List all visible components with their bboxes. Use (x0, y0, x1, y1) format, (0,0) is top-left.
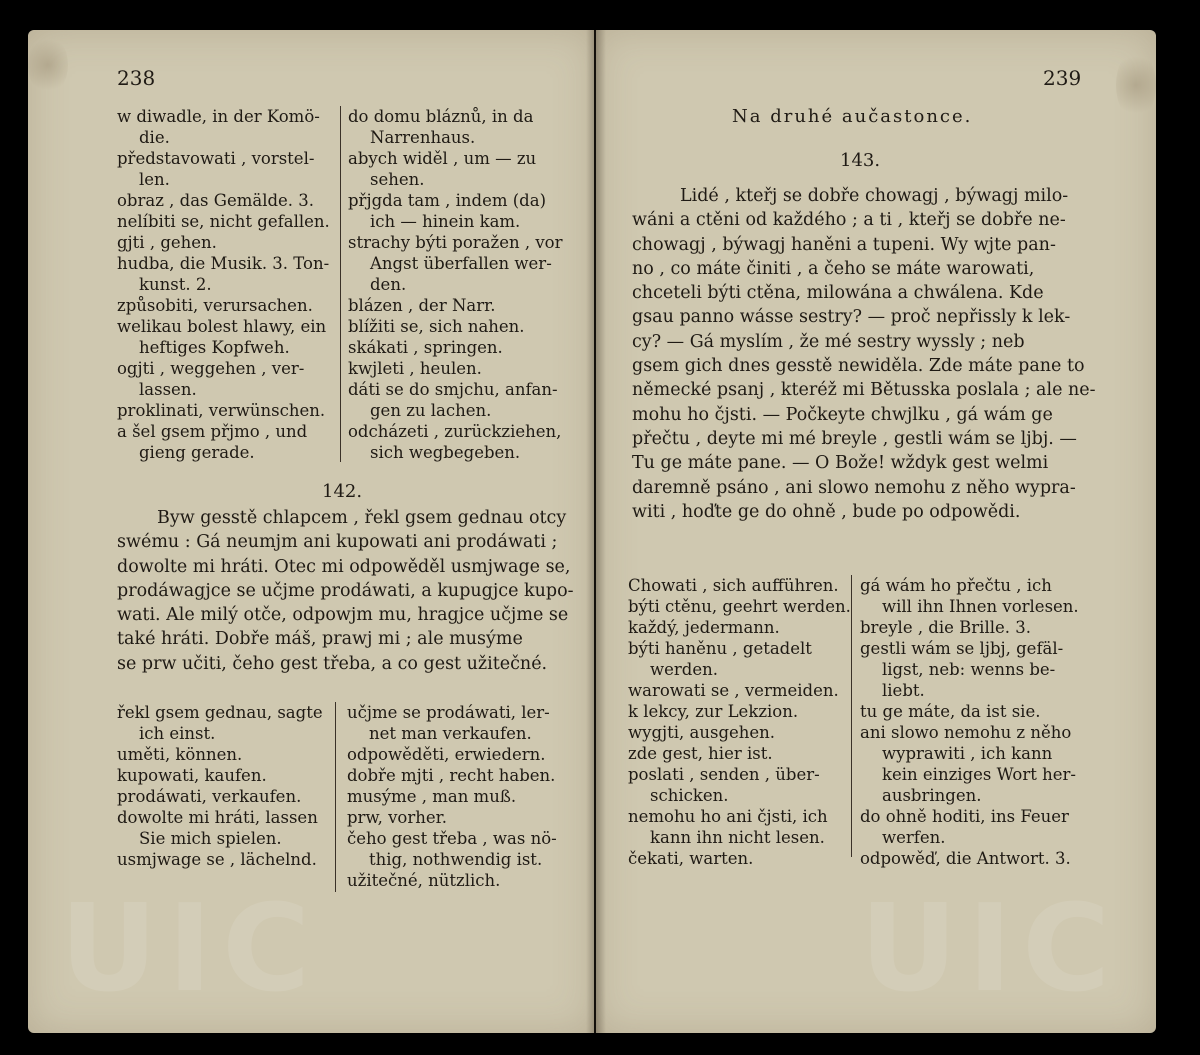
vocab-line: do ohně hoditi, ins Feuer (860, 807, 1069, 826)
book-gutter (586, 30, 606, 1033)
vocab-line: každý, jedermann. (628, 618, 780, 637)
vocab-line: len. (139, 170, 170, 189)
vocab-line: Sie mich spielen. (139, 829, 282, 848)
vocab-column-top-left (117, 106, 337, 463)
vocab-line: wygjti, ausgehen. (628, 723, 776, 742)
vocab-line: wyprawiti , ich kann (882, 744, 1053, 763)
vocab-line: schicken. (650, 786, 729, 805)
vocab-line: den. (370, 275, 407, 294)
vocab-line: čekati, warten. (628, 849, 754, 868)
paragraph-line: wáni a ctěni od každého ; a ti , kteřj se dobře ne- (632, 210, 1066, 231)
vocab-line: werden. (650, 660, 718, 679)
paragraph-line: swému : Gá neumjm ani kupowati ani prodáwati ; (117, 532, 558, 553)
vocab-line: sehen. (370, 170, 425, 189)
vocab-line: proklinati, verwünschen. (117, 401, 326, 420)
paragraph-line: daremně psáno , ani slowo nemohu z něho wypra- (632, 477, 1076, 498)
vocab-line: užitečné, nützlich. (347, 871, 501, 890)
vocab-line: blázen , der Narr. (348, 296, 496, 315)
vocab-line: poslati , senden , über- (628, 765, 820, 784)
vocab-line: býti haněnu , getadelt (628, 639, 812, 658)
vocab-line: warowati se , vermeiden. (628, 681, 839, 700)
page-heading: Na druhé aučastonce. (732, 106, 973, 127)
paragraph-line: německé psanj , kteréž mi Bětusska poslala ; ale ne- (632, 380, 1096, 401)
paragraph-line: přečtu , deyte mi mé breyle , gestli wám se ljbj. — (632, 428, 1077, 449)
vocab-line: strachy býti poražen , vor (348, 233, 563, 252)
paragraph-line: Lidé , kteřj se dobře chowagj , býwagj milo- (680, 186, 1069, 206)
column-divider (851, 575, 852, 857)
paragraph-line: gsem gich dnes gesstě newiděla. Zde máte pane to (632, 356, 1085, 377)
paragraph-line: chceteli býti ctěna, milowána a chwálena. Kde (632, 283, 1044, 304)
vocab-line: sich wegbegeben. (370, 443, 521, 462)
vocab-line: gestli wám se ljbj, gefäl- (860, 639, 1064, 658)
paragraph-line: mohu ho čjsti. — Počkeyte chwjlku , gá wám ge (632, 404, 1053, 425)
vocab-line: nelíbiti se, nicht gefallen. (117, 212, 330, 231)
paragraph-line: no , co máte činiti , a čeho se máte warowati, (632, 258, 1035, 279)
paragraph-line: se prw učiti, čeho gest třeba, a co gest užitečné. (117, 653, 548, 674)
vocab-line: a šel gsem přjmo , und (117, 422, 308, 441)
vocab-line: breyle , die Brille. 3. (860, 618, 1032, 637)
vocab-line: k lekcy, zur Lekzion. (628, 702, 799, 721)
vocab-line: dowolte mi hráti, lassen (117, 808, 318, 827)
vocab-line: will ihn Ihnen vorlesen. (882, 597, 1079, 616)
watermark-right: UIC (860, 880, 1121, 1019)
vocab-column-bottom-left (117, 702, 332, 870)
section-number-143: 143. (840, 150, 881, 171)
vocab-line: gieng gerade. (139, 443, 255, 462)
vocab-line: učjme se prodáwati, ler- (347, 703, 550, 722)
vocab-line: dáti se do smjchu, anfan- (348, 380, 558, 399)
vocab-line: odcházeti , zurückziehen, (348, 422, 562, 441)
vocab-line: kann ihn nicht lesen. (650, 828, 825, 847)
vocab-line: řekl gsem gednau, sagte (117, 703, 323, 722)
section-number-142: 142. (322, 481, 363, 502)
vocab-line: obraz , das Gemälde. 3. (117, 191, 315, 210)
vocab-line: werfen. (882, 828, 946, 847)
paragraph-line: Tu ge máte pane. — O Bože! wždyk gest welmi (632, 453, 1049, 474)
vocab-line: kunst. 2. (139, 275, 212, 294)
vocab-line: čeho gest třeba , was nö- (347, 829, 557, 848)
vocab-line: uměti, können. (117, 745, 243, 764)
vocab-line: welikau bolest hlawy, ein (117, 317, 327, 336)
vocab-line: dobře mjti , recht haben. (347, 766, 556, 785)
vocab-line: kein einziges Wort her- (882, 765, 1076, 784)
watermark-left: UIC (60, 880, 321, 1019)
page-number-right: 239 (1043, 66, 1082, 90)
vocab-line: býti ctěnu, geehrt werden. (628, 597, 851, 616)
vocab-line: net man verkaufen. (369, 724, 532, 743)
vocab-line: ich — hinein kam. (370, 212, 521, 231)
page-stain (28, 35, 68, 95)
vocab-line: přjgda tam , indem (da) (348, 191, 547, 210)
paragraph-line: wati. Ale milý otče, odpowjm mu, hragjce učjme se (117, 605, 569, 626)
vocab-line: ausbringen. (882, 786, 982, 805)
paragraph-line: witi , hoďte ge do ohně , bude po odpowědi. (632, 501, 1021, 522)
paragraph-143 (632, 184, 1096, 524)
column-divider (340, 106, 341, 462)
vocab-line: ogjti , weggehen , ver- (117, 359, 305, 378)
page-number-left: 238 (117, 66, 156, 90)
vocab-column-right-left (628, 575, 851, 869)
vocab-line: zde gest, hier ist. (628, 744, 773, 763)
vocab-line: die. (139, 128, 170, 147)
vocab-line: prw, vorher. (347, 808, 447, 827)
vocab-line: blížiti se, sich nahen. (348, 317, 525, 336)
vocab-line: kupowati, kaufen. (117, 766, 267, 785)
vocab-line: gá wám ho přečtu , ich (860, 576, 1052, 595)
vocab-line: Angst überfallen wer- (370, 254, 552, 273)
vocab-line: tu ge máte, da ist sie. (860, 702, 1041, 721)
paragraph-142 (117, 506, 577, 676)
vocab-line: ich einst. (139, 724, 216, 743)
paragraph-line: Byw gesstě chlapcem , řekl gsem gednau otcy (157, 508, 567, 528)
vocab-line: ani slowo nemohu z něho (860, 723, 1072, 742)
vocab-line: abych widěl , um — zu (348, 149, 537, 168)
paragraph-line: prodáwagjce se učjme prodáwati, a kupugjce kupo- (117, 580, 574, 601)
vocab-line: odpowěď, die Antwort. 3. (860, 849, 1071, 868)
vocab-line: do domu bláznů, in da (348, 107, 534, 126)
vocab-line: skákati , springen. (348, 338, 503, 357)
vocab-line: gen zu lachen. (370, 401, 492, 420)
vocab-column-bottom-right (347, 702, 572, 891)
vocab-line: Chowati , sich aufführen. (628, 576, 839, 595)
vocab-column-top-right (348, 106, 573, 463)
vocab-line: prodáwati, verkaufen. (117, 787, 302, 806)
vocab-line: odpowěděti, erwiedern. (347, 745, 546, 764)
vocab-line: představowati , vorstel- (117, 149, 315, 168)
vocab-line: w diwadle, in der Komö- (117, 107, 320, 126)
vocab-line: liebt. (882, 681, 925, 700)
vocab-column-right-right (860, 575, 1085, 869)
vocab-line: kwjleti , heulen. (348, 359, 482, 378)
vocab-line: Narrenhaus. (370, 128, 476, 147)
vocab-line: ligst, neb: wenns be- (882, 660, 1056, 679)
vocab-line: musýme , man muß. (347, 787, 517, 806)
paragraph-line: chowagj , býwagj haněni a tupeni. Wy wjte pan- (632, 234, 1056, 255)
paragraph-line: gsau panno wásse sestry? — proč nepřissly k lek- (632, 307, 1071, 328)
paragraph-line: také hráti. Dobře máš, prawj mi ; ale musýme (117, 629, 523, 650)
vocab-line: způsobiti, verursachen. (117, 296, 313, 315)
vocab-line: heftiges Kopfweh. (139, 338, 290, 357)
page-stain (1116, 50, 1156, 120)
vocab-line: usmjwage se , lächelnd. (117, 850, 317, 869)
vocab-line: nemohu ho ani čjsti, ich (628, 807, 828, 826)
vocab-line: lassen. (139, 380, 197, 399)
vocab-line: thig, nothwendig ist. (369, 850, 543, 869)
column-divider (335, 702, 336, 892)
paragraph-line: cy? — Gá myslím , že mé sestry wyssly ; neb (632, 331, 1025, 352)
vocab-line: gjti , gehen. (117, 233, 217, 252)
paragraph-line: dowolte mi hráti. Otec mi odpowěděl usmjwage se, (117, 556, 571, 577)
vocab-line: hudba, die Musik. 3. Ton- (117, 254, 330, 273)
